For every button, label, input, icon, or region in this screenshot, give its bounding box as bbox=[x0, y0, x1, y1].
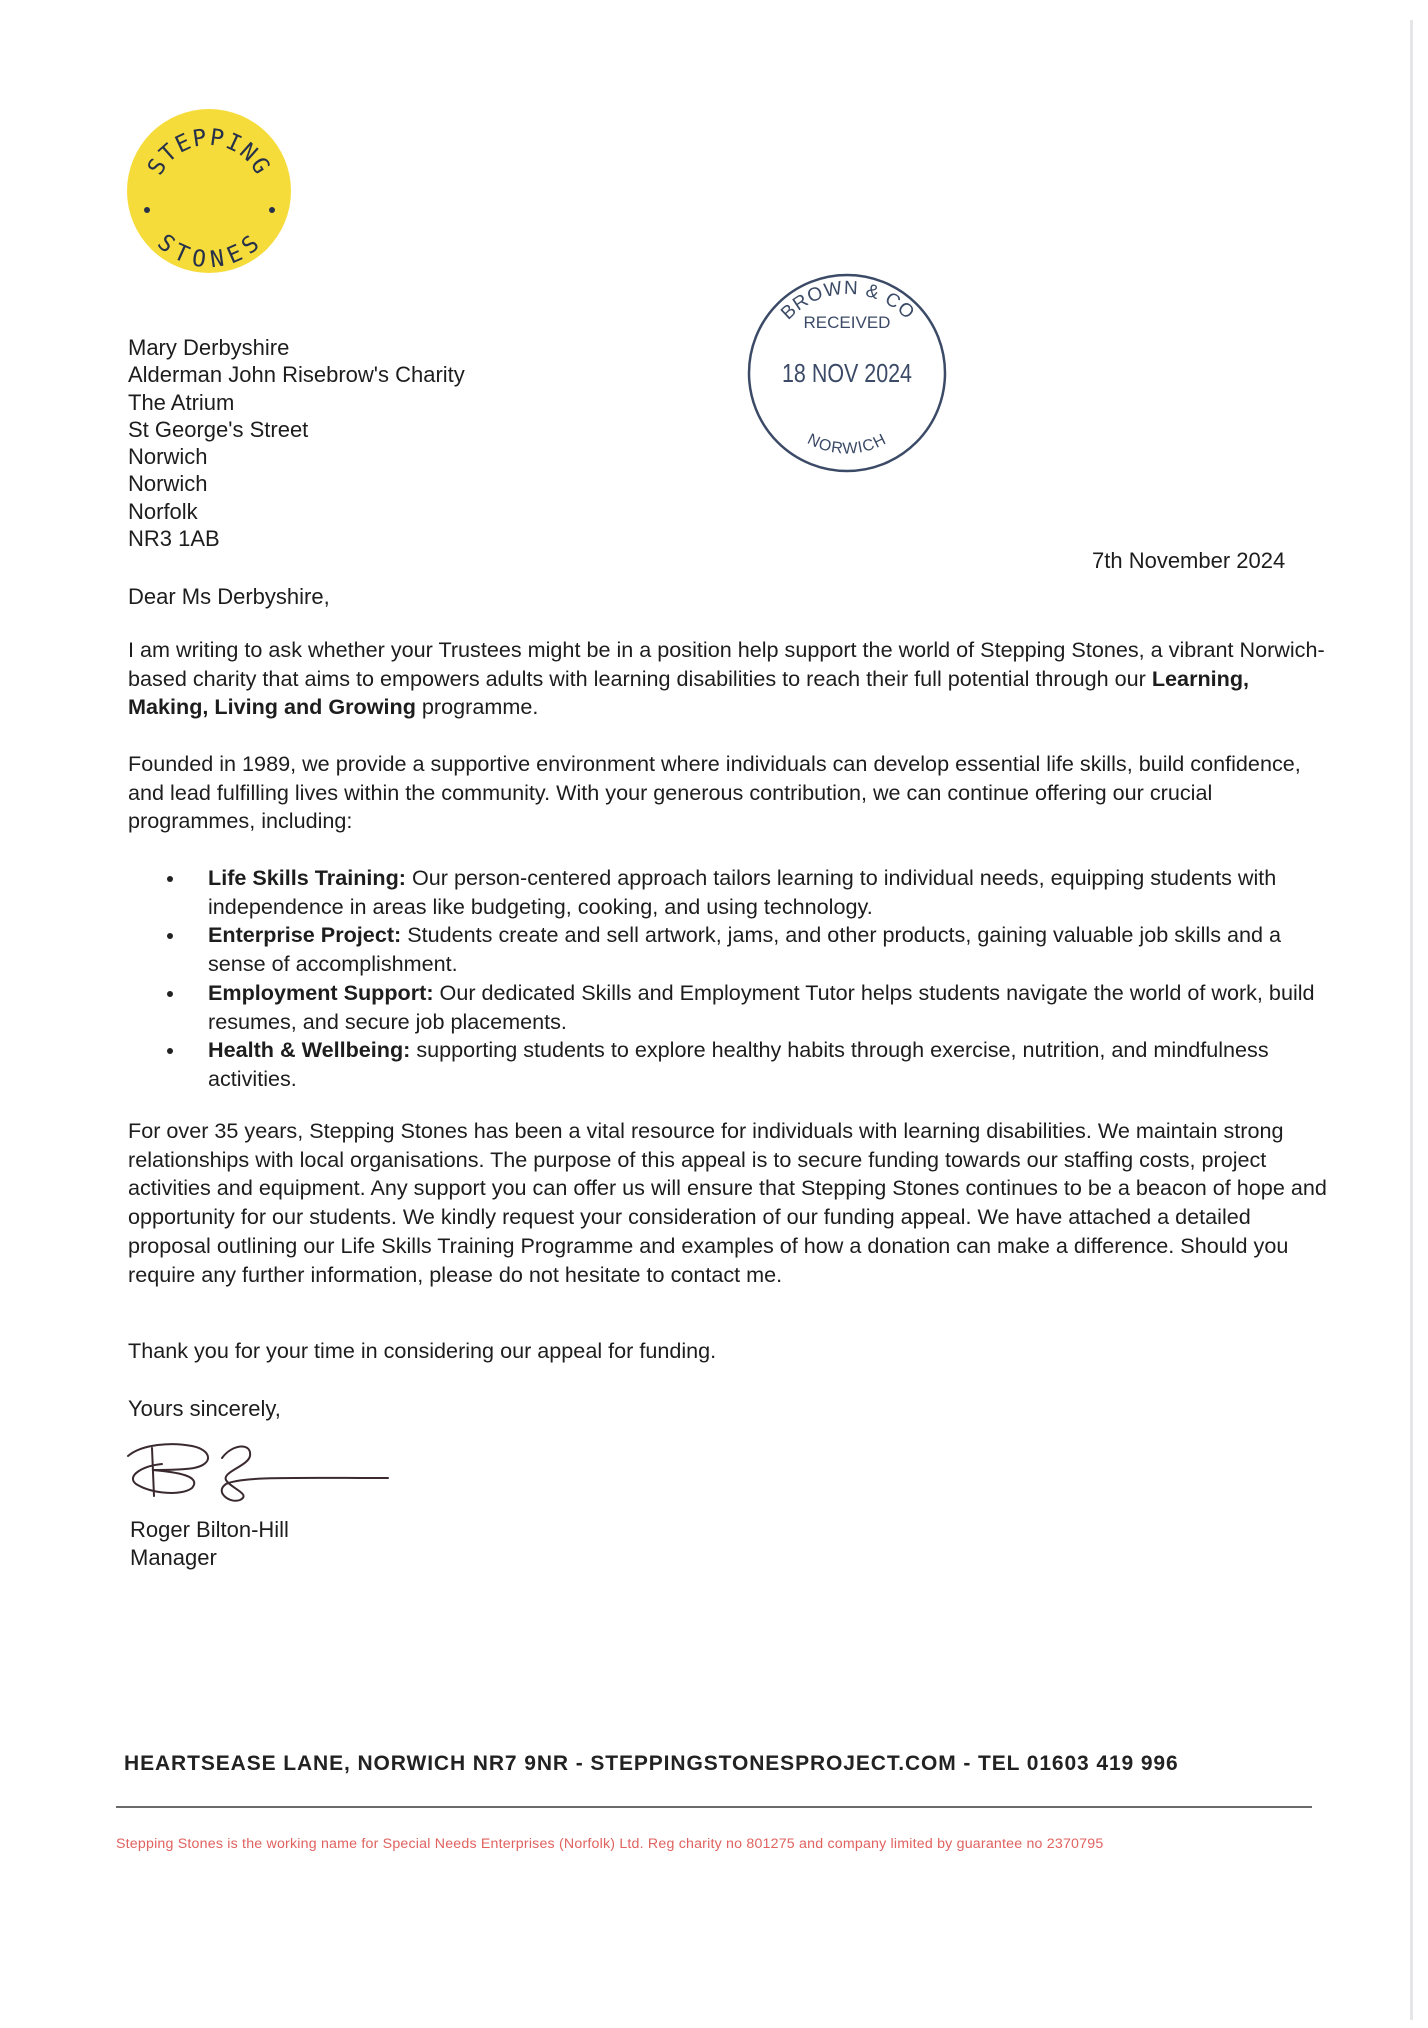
logo-dot-left bbox=[144, 207, 150, 213]
list-item-text: Students create and sell artwork, jams, and other products, gaining valuable job skills and a sense of accomplishment. bbox=[208, 922, 1282, 977]
stamp-date: 18 NOV 2024 bbox=[782, 358, 912, 388]
list-item bbox=[128, 921, 1328, 978]
programmes-list bbox=[128, 864, 1328, 1094]
recipient-organisation: Alderman John Risebrow's Charity bbox=[128, 362, 465, 388]
list-item-text: supporting students to explore healthy habits through exercise, nutrition, and mindfulness activities. bbox=[208, 1037, 1269, 1091]
bullet-icon bbox=[167, 933, 173, 939]
signer-title: Manager bbox=[130, 1545, 217, 1570]
paragraph-founded-text: Founded in 1989, we provide a supportive environment where individuals can develop essential life skills, build confidence, and lead fulfilling lives within the community. With your generous contribution, we can continue offering our crucial programmes, including: bbox=[128, 751, 1301, 834]
salutation: Dear Ms Derbyshire, bbox=[128, 584, 330, 609]
paragraph-thanks-text: Thank you for your time in considering our appeal for funding. bbox=[128, 1338, 717, 1363]
recipient-address-line: Norwich bbox=[128, 471, 208, 497]
bullet-icon bbox=[167, 876, 173, 882]
bullet-icon bbox=[167, 1048, 173, 1054]
logo-text-top: STEPPING bbox=[142, 124, 276, 180]
programme-name: Learning, Making, Living and Growing bbox=[128, 665, 1250, 720]
paragraph-intro-text: I am writing to ask whether your Trustees might be in a position help support the world of Stepping Stones, a vibrant Norwich-based charity that aims to empowers adults with learning disabilities to reach their full potential through our bbox=[128, 637, 1325, 691]
paragraph-appeal-text: For over 35 years, Stepping Stones has been a vital resource for individuals with learning disabilities. We maintain strong relationships with local organisations. The purpose of this appeal is to secure funding towards our staffing costs, project activities and equipment. Any support you can offer us will ensure that Stepping Stones continues to be a beacon of hope and opportunity for our students. We kindly request your consideration of our funding appeal. We have attached a detailed proposal outlining our Life Skills Training Programme and examples of how a donation can make a difference. Should you require any further information, please do not hesitate to contact me. bbox=[128, 1118, 1327, 1287]
letter-date: 7th November 2024 bbox=[1092, 548, 1286, 573]
bullet-icon bbox=[167, 991, 173, 997]
list-item-title: Employment Support: bbox=[208, 979, 434, 1005]
paragraph-intro-end: programme. bbox=[415, 694, 539, 720]
paragraph-appeal bbox=[128, 1117, 1328, 1289]
recipient-postcode: NR3 1AB bbox=[128, 526, 220, 552]
recipient-county: Norfolk bbox=[128, 498, 198, 524]
recipient-name: Mary Derbyshire bbox=[128, 335, 290, 360]
paragraph-thanks bbox=[128, 1337, 1328, 1366]
logo-dot-right bbox=[269, 207, 275, 213]
paragraph-founded bbox=[128, 750, 1328, 836]
footer-address: HEARTSEASE LANE, NORWICH NR7 9NR - STEPPINGSTONESPROJECT.COM - TEL 01603 419 996 bbox=[124, 1752, 1179, 1775]
logo-text-bottom: STONES bbox=[152, 229, 266, 274]
list-item-title: Life Skills Training: bbox=[208, 865, 406, 890]
list-item-text: Our person-centered approach tailors learning to individual needs, equipping students with independence in areas like budgeting, cooking, and using technology. bbox=[208, 865, 1277, 919]
list-item bbox=[128, 979, 1328, 1036]
recipient-address-line: St George's Street bbox=[128, 416, 309, 442]
list-item bbox=[128, 1036, 1328, 1093]
recipient-address-line: The Atrium bbox=[128, 389, 235, 415]
page-edge-line bbox=[1410, 20, 1413, 2020]
recipient-address-line: Norwich bbox=[128, 444, 208, 470]
list-item-title: Health & Wellbeing: bbox=[208, 1037, 411, 1063]
paragraph-intro bbox=[128, 636, 1328, 722]
stamp-bottom-text: NORWICH bbox=[804, 430, 890, 458]
recipient-address bbox=[128, 334, 465, 552]
stepping-stones-logo bbox=[126, 108, 292, 274]
signer-block bbox=[130, 1516, 289, 1572]
signature bbox=[122, 1436, 392, 1506]
footer-divider bbox=[116, 1806, 1312, 1808]
closing: Yours sincerely, bbox=[128, 1396, 281, 1421]
stamp-received: RECEIVED bbox=[803, 313, 891, 332]
list-item-text: Our dedicated Skills and Employment Tutor helps students navigate the world of work, build resumes, and secure job placements. bbox=[208, 979, 1315, 1034]
list-item bbox=[128, 864, 1328, 921]
footer-legal-notice: Stepping Stones is the working name for Special Needs Enterprises (Norfolk) Ltd. Reg charity no 801275 and company limited by guarantee no 2370795 bbox=[116, 1836, 1104, 1852]
signer-name: Roger Bilton-Hill bbox=[130, 1517, 289, 1542]
stamp-top-text: BROWN & CO bbox=[777, 277, 919, 325]
list-item-title: Enterprise Project: bbox=[208, 922, 402, 948]
received-stamp bbox=[738, 264, 956, 482]
